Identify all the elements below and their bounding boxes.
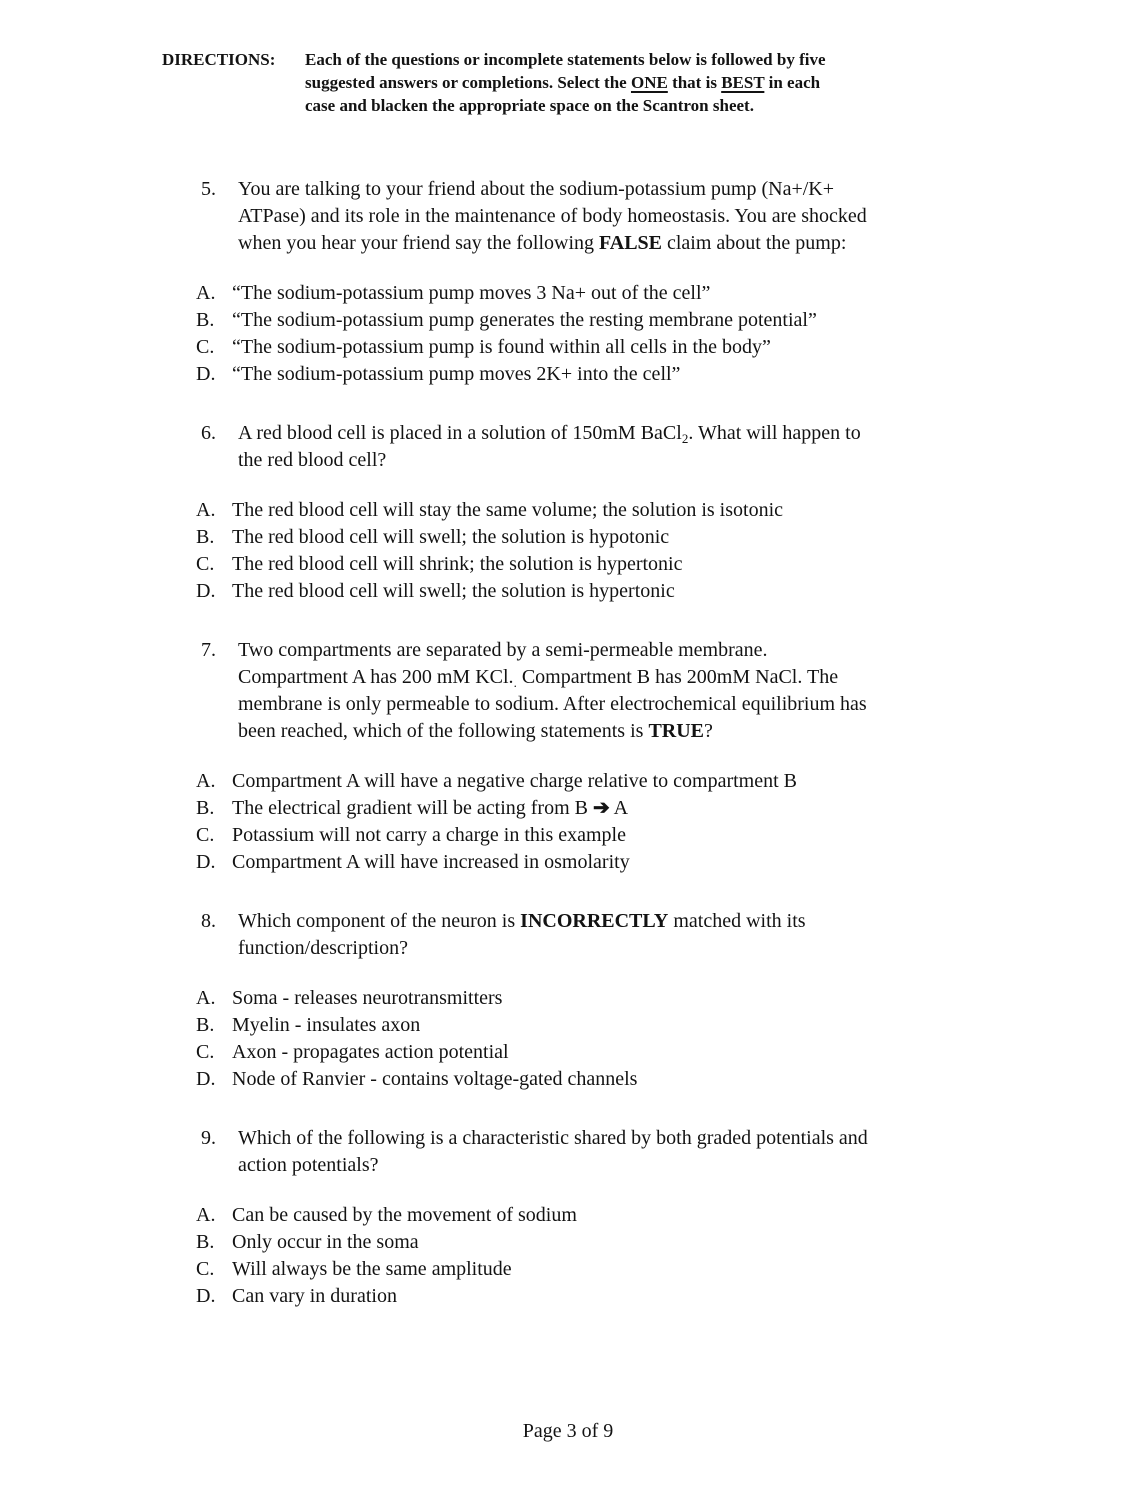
answer-choice bbox=[0, 307, 1136, 334]
answer-choice bbox=[0, 280, 1136, 307]
text-segment: Will always be the same amplitude bbox=[232, 1258, 512, 1280]
text-segment: Each of the questions or incomplete statements below is followed by five bbox=[305, 50, 826, 69]
text-segment: Which component of the neuron is bbox=[238, 910, 521, 932]
choice-text bbox=[232, 768, 797, 795]
choice-letter: A. bbox=[196, 282, 216, 304]
prompt-line bbox=[238, 176, 867, 203]
answer-choice bbox=[0, 1202, 1136, 1229]
text-segment: The electrical gradient will be acting from B bbox=[232, 797, 593, 819]
answer-choice bbox=[0, 1256, 1136, 1283]
choice-letter: D. bbox=[196, 1285, 216, 1307]
prompt-line bbox=[238, 1125, 868, 1152]
text-segment: membrane is only permeable to sodium. After electrochemical equilibrium has bbox=[238, 693, 867, 715]
answer-choice bbox=[0, 497, 1136, 524]
text-segment: Which of the following is a characteristic shared by both graded potentials and bbox=[238, 1127, 868, 1149]
text-segment: Compartment A has 200 mM KCl. bbox=[238, 666, 514, 688]
text-segment: The red blood cell will swell; the solution is hypertonic bbox=[232, 580, 675, 602]
choice-text bbox=[232, 1283, 397, 1310]
choice-text bbox=[232, 280, 710, 307]
page-footer: Page 3 of 9 bbox=[522, 1420, 614, 1442]
text-segment: The red blood cell will swell; the solution is hypotonic bbox=[232, 526, 670, 548]
choice-letter: D. bbox=[196, 580, 216, 602]
text-segment: Can vary in duration bbox=[232, 1285, 397, 1307]
directions-line bbox=[305, 94, 826, 117]
text-segment: “The sodium-potassium pump is found within all cells in the body” bbox=[232, 336, 771, 358]
choice-text bbox=[232, 985, 502, 1012]
emphasis-text: INCORRECTLY bbox=[520, 910, 669, 932]
question-prompt-row bbox=[0, 1125, 1136, 1179]
text-segment: . bbox=[513, 674, 517, 690]
answer-choice bbox=[0, 795, 1136, 822]
choice-text bbox=[232, 497, 783, 524]
directions-label: DIRECTIONS: bbox=[162, 50, 276, 69]
answer-choice bbox=[0, 334, 1136, 361]
choice-text bbox=[232, 1256, 512, 1283]
text-segment: “The sodium-potassium pump moves 3 Na+ out of the cell” bbox=[232, 282, 711, 304]
directions-line bbox=[305, 48, 826, 71]
text-segment: A bbox=[609, 797, 629, 819]
answer-choice bbox=[0, 1066, 1136, 1093]
prompt-line bbox=[238, 230, 867, 257]
prompt-line bbox=[238, 691, 867, 718]
choice-text bbox=[232, 524, 669, 551]
text-segment: Myelin - insulates axon bbox=[232, 1014, 421, 1036]
text-segment: claim about the pump: bbox=[662, 232, 847, 254]
text-segment: 2 bbox=[681, 430, 689, 446]
text-segment: action potentials? bbox=[238, 1154, 379, 1176]
choice-letter: C. bbox=[196, 1041, 215, 1063]
choice-letter: D. bbox=[196, 363, 216, 385]
answer-choice bbox=[0, 822, 1136, 849]
prompt-line bbox=[238, 935, 806, 962]
question-prompt bbox=[238, 908, 806, 962]
choice-letter: B. bbox=[196, 309, 215, 331]
text-segment: Only occur in the soma bbox=[232, 1231, 419, 1253]
choice-text bbox=[232, 1229, 419, 1256]
emphasis-text: ONE bbox=[630, 73, 668, 92]
choice-letter: B. bbox=[196, 526, 215, 548]
question-prompt-row bbox=[0, 420, 1136, 474]
text-segment: when you hear your friend say the following bbox=[238, 232, 600, 254]
choice-text bbox=[232, 1202, 577, 1229]
emphasis-text: FALSE bbox=[599, 232, 662, 254]
text-segment: the red blood cell? bbox=[238, 449, 387, 471]
choice-list bbox=[0, 985, 1136, 1093]
choice-text bbox=[232, 849, 630, 876]
choice-letter: A. bbox=[196, 770, 216, 792]
question-prompt bbox=[238, 637, 867, 745]
text-segment: A red blood cell is placed in a solution of 150mM BaCl bbox=[238, 422, 682, 444]
question-number: 7. bbox=[201, 639, 216, 661]
text-segment: suggested answers or completions. Select the bbox=[305, 73, 631, 92]
choice-text bbox=[232, 578, 675, 605]
text-segment: Two compartments are separated by a semi-permeable membrane. bbox=[238, 639, 768, 661]
directions-block bbox=[162, 48, 826, 117]
choice-letter: A. bbox=[196, 987, 216, 1009]
prompt-line bbox=[238, 447, 861, 474]
prompt-line bbox=[238, 908, 806, 935]
text-segment: matched with its bbox=[668, 910, 806, 932]
question-list bbox=[0, 176, 1136, 1342]
prompt-line bbox=[238, 718, 867, 745]
text-segment: Compartment B has 200mM NaCl. The bbox=[516, 666, 839, 688]
question-prompt-row bbox=[0, 908, 1136, 962]
choice-text bbox=[232, 307, 817, 334]
choice-text bbox=[232, 795, 628, 822]
prompt-line bbox=[238, 1152, 868, 1179]
question-number: 5. bbox=[201, 178, 216, 200]
choice-list bbox=[0, 768, 1136, 876]
prompt-line bbox=[238, 420, 861, 447]
choice-letter: B. bbox=[196, 1231, 215, 1253]
question-prompt bbox=[238, 176, 867, 257]
question bbox=[0, 637, 1136, 876]
answer-choice bbox=[0, 524, 1136, 551]
answer-choice bbox=[0, 1229, 1136, 1256]
question bbox=[0, 176, 1136, 388]
question-prompt-row bbox=[0, 637, 1136, 745]
choice-letter: A. bbox=[196, 499, 216, 521]
text-segment: Soma - releases neurotransmitters bbox=[232, 987, 503, 1009]
choice-letter: D. bbox=[196, 851, 216, 873]
text-segment: “The sodium-potassium pump moves 2K+ into the cell” bbox=[232, 363, 681, 385]
choice-letter: C. bbox=[196, 824, 215, 846]
emphasis-text: TRUE bbox=[648, 720, 705, 742]
choice-letter: A. bbox=[196, 1204, 216, 1226]
choice-text bbox=[232, 1066, 637, 1093]
choice-letter: B. bbox=[196, 1014, 215, 1036]
directions-text bbox=[305, 48, 826, 117]
text-segment: Compartment A will have increased in osmolarity bbox=[232, 851, 630, 873]
answer-choice bbox=[0, 768, 1136, 795]
answer-choice bbox=[0, 578, 1136, 605]
choice-text bbox=[232, 822, 626, 849]
text-segment: case and blacken the appropriate space on the Scantron sheet. bbox=[305, 96, 754, 115]
text-segment: in each bbox=[764, 73, 821, 92]
choice-list bbox=[0, 497, 1136, 605]
text-segment: function/description? bbox=[238, 937, 408, 959]
text-segment: Node of Ranvier - contains voltage-gated channels bbox=[232, 1068, 638, 1090]
prompt-line bbox=[238, 203, 867, 230]
text-segment: Compartment A will have a negative charge relative to compartment B bbox=[232, 770, 798, 792]
answer-choice bbox=[0, 1012, 1136, 1039]
answer-choice bbox=[0, 1039, 1136, 1066]
question-number: 8. bbox=[201, 910, 216, 932]
answer-choice bbox=[0, 985, 1136, 1012]
question bbox=[0, 1125, 1136, 1310]
answer-choice bbox=[0, 551, 1136, 578]
question-prompt-row bbox=[0, 176, 1136, 257]
text-segment: been reached, which of the following statements is bbox=[238, 720, 649, 742]
choice-letter: B. bbox=[196, 797, 215, 819]
choice-letter: D. bbox=[196, 1068, 216, 1090]
question-prompt bbox=[238, 420, 861, 474]
text-segment: The red blood cell will stay the same volume; the solution is isotonic bbox=[232, 499, 784, 521]
question-number: 6. bbox=[201, 422, 216, 444]
choice-text bbox=[232, 1039, 509, 1066]
choice-list bbox=[0, 1202, 1136, 1310]
choice-letter: C. bbox=[196, 336, 215, 358]
text-segment: ATPase) and its role in the maintenance of body homeostasis. You are shocked bbox=[238, 205, 867, 227]
text-segment: that is bbox=[667, 73, 722, 92]
answer-choice bbox=[0, 849, 1136, 876]
text-segment: ? bbox=[704, 720, 713, 742]
text-segment: “The sodium-potassium pump generates the resting membrane potential” bbox=[232, 309, 817, 331]
choice-text bbox=[232, 334, 771, 361]
text-segment: You are talking to your friend about the sodium-potassium pump (Na+/K+ bbox=[238, 178, 835, 200]
prompt-line bbox=[238, 664, 867, 691]
choice-text bbox=[232, 1012, 420, 1039]
choice-letter: C. bbox=[196, 553, 215, 575]
answer-choice bbox=[0, 361, 1136, 388]
text-segment: Potassium will not carry a charge in this example bbox=[232, 824, 626, 846]
question bbox=[0, 420, 1136, 605]
text-segment: The red blood cell will shrink; the solution is hypertonic bbox=[232, 553, 683, 575]
question-number: 9. bbox=[201, 1127, 216, 1149]
text-segment: . What will happen to bbox=[688, 422, 861, 444]
emphasis-text: BEST bbox=[721, 73, 765, 92]
directions-line bbox=[305, 71, 826, 94]
text-segment: Can be caused by the movement of sodium bbox=[232, 1204, 577, 1226]
choice-list bbox=[0, 280, 1136, 388]
choice-text bbox=[232, 361, 680, 388]
question bbox=[0, 908, 1136, 1093]
choice-letter: C. bbox=[196, 1258, 215, 1280]
emphasis-text: ➔ bbox=[592, 797, 610, 819]
question-prompt bbox=[238, 1125, 868, 1179]
prompt-line bbox=[238, 637, 867, 664]
answer-choice bbox=[0, 1283, 1136, 1310]
text-segment: Axon - propagates action potential bbox=[232, 1041, 509, 1063]
choice-text bbox=[232, 551, 682, 578]
